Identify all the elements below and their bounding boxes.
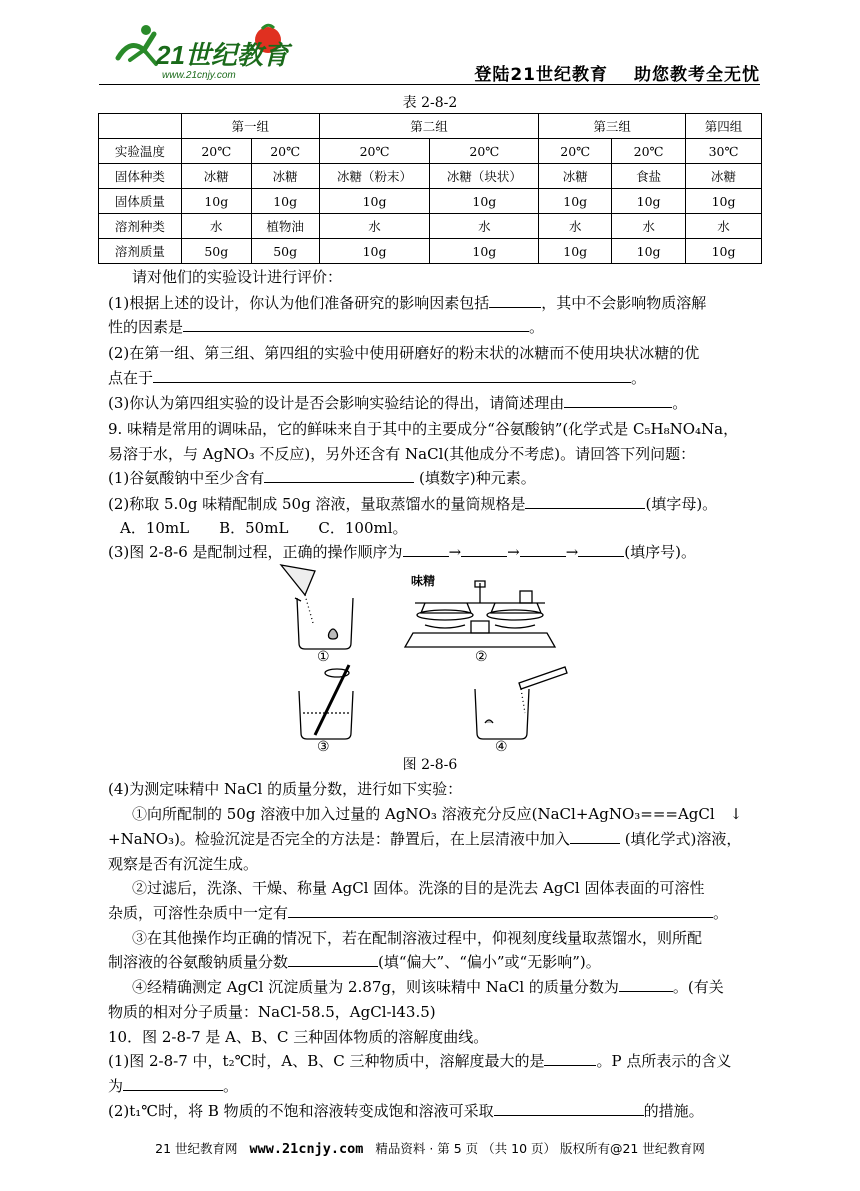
table-group-header: 第三组 [539, 114, 686, 139]
text-span: 制溶液的谷氨酸钠质量分数 [108, 953, 289, 971]
table-cell: 冰糖 [539, 164, 612, 189]
header-divider [99, 84, 760, 85]
text-span: (2)称取 5.0g 味精配制成 50g 溶液，量取蒸馏水的量筒规格是 [108, 495, 526, 513]
arrow: → [448, 543, 462, 561]
answer-blank [183, 316, 529, 332]
table-cell: 10g [539, 189, 612, 214]
text-span: (填化学式)溶液， [619, 830, 742, 848]
question-9-4-1-cont [108, 828, 758, 849]
question-9-stem: 9. 味精是常用的调味品，它的鲜味来自于其中的主要成分“谷氨酸钠”(化学式是 C₅H₈NO₄Na， [108, 420, 739, 438]
table-cell: 水 [181, 214, 251, 239]
table-cell: 冰糖（块状） [430, 164, 539, 189]
fig-label-4: ④ [495, 739, 508, 753]
svg-text:21世纪教育: 21世纪教育 [156, 40, 289, 70]
table-cell: 10g [686, 189, 762, 214]
question-9-4-1: ①向所配制的 50g 溶液中加入过量的 AgNO₃ 溶液充分反应(NaCl+AgNO₃===AgCl ↓ [132, 805, 743, 823]
text-span: 。 [672, 394, 688, 412]
table-cell: 10g [539, 239, 612, 264]
text-span: (1)谷氨酸钠中至少含有 [108, 469, 265, 487]
text-span: 杂质，可溶性杂质中一定有 [108, 904, 289, 922]
experiment-table [98, 113, 762, 264]
question-10-stem: 10．图 2-8-7 是 A、B、C 三种固体物质的溶解度曲线。 [108, 1028, 489, 1046]
answer-blank [153, 367, 631, 383]
answer-blank [564, 392, 672, 408]
footer-site: 21 世纪教育网 [155, 1141, 238, 1156]
text-span: 。 [529, 318, 545, 336]
table-cell: 食盐 [612, 164, 686, 189]
text-span: 性的因素是 [108, 318, 184, 336]
table-row [99, 164, 762, 189]
answer-blank [578, 541, 624, 557]
header-slogan [474, 60, 760, 85]
question-9-4: (4)为测定味精中 NaCl 的质量分数，进行如下实验： [108, 780, 463, 798]
answer-blank [619, 976, 673, 992]
table-cell: 10g [319, 239, 430, 264]
table-cell: 20℃ [539, 139, 612, 164]
svg-text:www.21cnjy.com: www.21cnjy.com [162, 70, 236, 81]
text-span: 。P 点所表示的含义 [596, 1052, 732, 1070]
table-row [99, 189, 762, 214]
table-caption: 表 2-8-2 [402, 95, 458, 111]
table-cell: 冰糖 [181, 164, 251, 189]
question-9-4-4 [132, 976, 782, 997]
table-group-header: 第一组 [181, 114, 319, 139]
text-span: 。 [713, 904, 729, 922]
table-cell: 10g [612, 189, 686, 214]
row-label: 实验温度 [99, 139, 182, 164]
text-span: 。 [223, 1077, 239, 1095]
answer-blank [461, 541, 507, 557]
question-10-1 [108, 1050, 758, 1071]
table-cell: 冰糖（粉末） [319, 164, 430, 189]
answer-blank [264, 467, 414, 483]
text-line: 请对他们的实验设计进行评价： [132, 268, 343, 286]
table-cell: 10g [181, 189, 251, 214]
answer-blank [525, 493, 645, 509]
question-9-4-3: ③在其他操作均正确的情况下，若在配制溶液过程中，仰视刻度线量取蒸馏水，则所配 [132, 929, 703, 947]
table-cell: 水 [612, 214, 686, 239]
question-1-2-cont [108, 367, 758, 388]
table-cell: 10g [612, 239, 686, 264]
question-9-stem-cont: 易溶于水，与 AgNO₃ 不反应)，另外还含有 NaCl(其他成分不考虑)。请回答下列问题： [108, 445, 696, 463]
text-span: +NaNO₃)。检验沉淀是否完全的方法是：静置后，在上层清液中加入 [108, 830, 570, 848]
question-9-2-options: A．10mL B．50mL C．100ml。 [120, 519, 408, 537]
table-cell: 10g [686, 239, 762, 264]
footer-info: 精品资料 · 第 5 页 （共 10 页） 版权所有@21 世纪教育网 [375, 1141, 705, 1156]
table-cell: 20℃ [430, 139, 539, 164]
question-1-3 [108, 392, 758, 413]
table-cell: 20℃ [319, 139, 430, 164]
text-span: ，其中不会影响物质溶解 [541, 294, 707, 312]
slogan-right: 助您教考全无忧 [634, 65, 760, 85]
question-9-4-4-cont: 物质的相对分子质量：NaCl-58.5，AgCl-l43.5) [108, 1003, 436, 1021]
answer-blank [403, 541, 449, 557]
text-span: 点在于 [108, 369, 154, 387]
table-cell: 水 [430, 214, 539, 239]
slogan-left: 登陆21世纪教育 [474, 65, 608, 85]
table-corner-cell [99, 114, 182, 139]
table-cell: 水 [686, 214, 762, 239]
text-span: 。(有关 [672, 978, 724, 996]
text-span: (3)你认为第四组实验的设计是否会影响实验结论的得出，请简述理由 [108, 394, 565, 412]
row-label: 溶剂质量 [99, 239, 182, 264]
question-10-2 [108, 1100, 758, 1121]
answer-blank [494, 1100, 644, 1116]
table-cell: 20℃ [251, 139, 319, 164]
text-span: (1)图 2-8-7 中，t₂℃时，A、B、C 三种物质中，溶解度最大的是 [108, 1052, 545, 1070]
row-label: 溶剂种类 [99, 214, 182, 239]
question-9-2 [108, 493, 758, 514]
question-9-4-2-cont [108, 902, 758, 923]
table-row [99, 214, 762, 239]
arrow: → [565, 543, 579, 561]
answer-blank [123, 1075, 223, 1091]
text-span: 。 [631, 369, 647, 387]
question-10-1-cont [108, 1075, 758, 1096]
fig-label-1: ① [317, 649, 330, 665]
question-9-4-1-cont2: 观察是否有沉淀生成。 [108, 855, 259, 873]
question-9-4-2: ②过滤后，洗涤、干燥、称量 AgCl 固体。洗涤的目的是洗去 AgCl 固体表面的可溶性 [132, 879, 705, 897]
text-span: ④经精确测定 AgCl 沉淀质量为 2.87g，则该味精中 NaCl 的质量分数为 [132, 978, 619, 996]
arrow: → [507, 543, 520, 561]
question-9-3 [108, 541, 758, 562]
table-row [99, 139, 762, 164]
text-span: (2)t₁℃时，将 B 物质的不饱和溶液转变成饱和溶液可采取 [108, 1102, 494, 1120]
figure-2-8-6 [275, 563, 575, 753]
table-cell: 10g [251, 189, 319, 214]
question-9-1 [108, 467, 758, 488]
question-1-1-cont [108, 316, 758, 337]
question-1-2: (2)在第一组、第三组、第四组的实验中使用研磨好的粉末状的冰糖而不使用块状冰糖的优 [108, 344, 700, 362]
table-cell: 20℃ [181, 139, 251, 164]
figure-caption: 图 2-8-6 [402, 757, 458, 773]
table-cell: 冰糖 [686, 164, 762, 189]
lab-apparatus-illustration [275, 563, 575, 753]
table-cell: 20℃ [612, 139, 686, 164]
text-span: 为 [108, 1077, 124, 1095]
table-cell: 50g [251, 239, 319, 264]
table-cell: 50g [181, 239, 251, 264]
fig-label-3: ③ [317, 739, 330, 753]
footer-url[interactable]: www.21cnjy.com [249, 1141, 364, 1157]
answer-blank [520, 541, 566, 557]
answer-blank [570, 828, 620, 844]
table-group-header: 第二组 [319, 114, 539, 139]
table-cell: 冰糖 [251, 164, 319, 189]
table-group-header: 第四组 [686, 114, 762, 139]
site-logo [110, 20, 300, 82]
row-label: 固体质量 [99, 189, 182, 214]
answer-blank [288, 902, 713, 918]
text-span: (填“偏大”、“偏小”或“无影响”)。 [378, 953, 601, 971]
row-label: 固体种类 [99, 164, 182, 189]
table-cell: 水 [539, 214, 612, 239]
table-cell: 30℃ [686, 139, 762, 164]
answer-blank [288, 951, 378, 967]
text-span: (3)图 2-8-6 是配制过程，正确的操作顺序为 [108, 543, 403, 561]
table-cell: 10g [430, 189, 539, 214]
answer-blank [489, 292, 541, 308]
fig-label-2: ② [475, 649, 488, 665]
table-cell: 10g [319, 189, 430, 214]
text-span: (填字母)。 [645, 495, 718, 513]
text-span: (填数字)种元素。 [414, 469, 536, 487]
question-1-1 [108, 292, 758, 313]
table-cell: 植物油 [251, 214, 319, 239]
table-cell: 水 [319, 214, 430, 239]
table-header-row [99, 114, 762, 139]
text-span: 的措施。 [643, 1102, 704, 1120]
answer-blank [544, 1050, 596, 1066]
text-span: (1)根据上述的设计，你认为他们准备研究的影响因素包括 [108, 294, 490, 312]
table-cell: 10g [430, 239, 539, 264]
page-footer [0, 1139, 860, 1157]
text-span: (填序号)。 [624, 543, 697, 561]
table-row [99, 239, 762, 264]
question-9-4-3-cont [108, 951, 758, 972]
svg-text:味精: 味精 [411, 574, 436, 588]
